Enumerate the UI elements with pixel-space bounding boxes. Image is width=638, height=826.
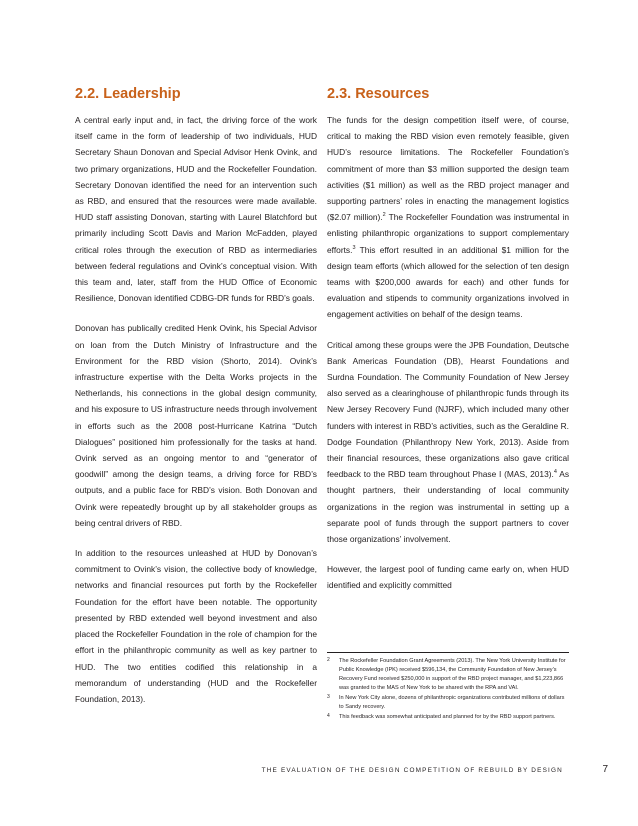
resources-paragraph-1 <box>327 112 569 323</box>
footnote-item <box>327 713 569 722</box>
footnote-item <box>327 657 569 693</box>
resources-paragraph-2 <box>327 337 569 548</box>
footnote-text: The Rockefeller Foundation Grant Agreements (2013). The New York University Institute for Public Knowledge (IPK) received $596,134, the Community Foundation of New Jersey’s Recovery Fund received $250,000 in support of the RBD project manager, and $1,223,866 was granted to the MAS of New York to be shared with the RPA and VAI. <box>339 658 566 691</box>
footnote-item <box>327 694 569 712</box>
resources-paragraph-3: However, the largest pool of funding came early on, when HUD identified and explicitly committed <box>327 564 569 591</box>
section-heading-leadership: 2.2. Leadership <box>75 86 181 102</box>
right-column <box>327 86 569 608</box>
footnote-number: 2 <box>327 657 330 663</box>
text-run: As thought partners, their understanding of local community organizations in the region was instrumental in setting up a separate pool of funds through the support partners to cover those organizations’ involvement. <box>327 469 570 545</box>
text-run: This effort resulted in an additional $1 million for the design team efforts (which allowed for the selection of ten design teams with $200,000 awards for each) and other funds for evaluation and stipends to community organizations involved in engagement activities on behalf of the design teams. <box>327 244 569 320</box>
footnote-text: This feedback was somewhat anticipated and planned for by the RBD support partners. <box>339 714 556 720</box>
text-run: The funds for the design competition itself were, of course, critical to making the RBD vision even remotely feasible, given HUD’s resource limitations. The Rockefeller Foundation’s commitment of more than $3 million supported the design team activities ($1 million) as well as the RBD project manager and supporting partners’ roles in enacting the management logistics ($2.07 million). <box>327 115 569 223</box>
footnote-ref-3: 3 <box>352 244 356 251</box>
page-number: 7 <box>602 764 608 775</box>
page-footer <box>0 766 638 780</box>
text-run: The Rockefeller Foundation was instrumental in enlisting philanthropic organizations to support complementary efforts. <box>327 212 569 255</box>
footnote-number: 3 <box>327 694 330 700</box>
footnote-number: 4 <box>327 713 330 719</box>
left-column <box>75 86 317 721</box>
leadership-paragraph-3: In addition to the resources unleashed at HUD by Donovan’s commitment to Ovink’s vision, the collective body of knowledge, networks and financial resources put forth by the Rockefeller Foundation for the effort have been notable. The opportunity presented by RBD extended well beyond investment and also placed the Rockefeller Foundation in the role of champion for the effort in the philanthropic community as well as key partner to HUD. The two entities codified this relationship in a memorandum of understanding (HUD and the Rockefeller Foundation, 2013). <box>75 548 317 704</box>
text-run: Critical among these groups were the JPB Foundation, Deutsche Bank Americas Foundation (DB), Hearst Foundations and Surdna Foundation. The Community Foundation of New Jersey also served as a clearinghouse of philanthropic funds through its New Jersey Recovery Fund (NJRF), which included many other funders with interest in RBD’s activities, such as the Geraldine R. Dodge Foundation (Philanthropy New York, 2013). Aside from their financial resources, these organizations also gave critical feedback to the RBD team throughout Phase I (MAS, 2013). <box>327 339 569 480</box>
footnotes <box>327 652 569 723</box>
leadership-paragraph-1: A central early input and, in fact, the driving force of the work itself came in the form of leadership of two individuals, HUD Secretary Shaun Donovan and Special Advisor Henk Ovink, and two primary organizations, HUD and the Rockefeller Foundation. Secretary Donovan identified the need for an intervention such as RBD, and ensured that the resources were made available. HUD staff assisting Donovan, starting with Laurel Blatchford but primarily including Scott Davis and Marion McFadden, played critical roles through the execution of RBD as intermediaries between federal regulations and Ovink’s conceptual vision. With this team and, later, staff from the HUD Office of Economic Resilience, Donovan identified CDBG-DR funds for RBD’s goals. <box>75 115 317 304</box>
footnote-ref-4: 4 <box>553 469 557 476</box>
section-heading-resources: 2.3. Resources <box>327 86 430 102</box>
running-footer-title: THE EVALUATION OF THE DESIGN COMPETITION OF REBUILD BY DESIGN <box>261 767 563 774</box>
footnote-ref-2: 2 <box>382 212 386 219</box>
leadership-paragraph-2: Donovan has publically credited Henk Ovink, his Special Advisor on loan from the Dutch Ministry of Infrastructure and the Environment for the RBD vision (Shorto, 2014). Ovink’s infrastructure expertise with the Delta Works projects in the Netherlands, his connections in the global design community, and his exposure to US infrastructure needs through involvement in efforts such as the 2008 post-Hurricane Katrina “Dutch Dialogues” positioned him professionally for the tasks at hand. Ovink served as an ongoing mentor to and “generator of goodwill” among the design teams, a driving force for RBD’s outputs, and a public face for RBD’s vision. Both Donovan and Ovink were repeatedly brought up by all stakeholder groups as being central drivers of RBD. <box>75 323 317 528</box>
footnote-text: In New York City alone, dozens of philanthropic organizations contributed millions of dollars to Sandy recovery. <box>339 695 565 710</box>
footnote-divider <box>327 652 569 653</box>
